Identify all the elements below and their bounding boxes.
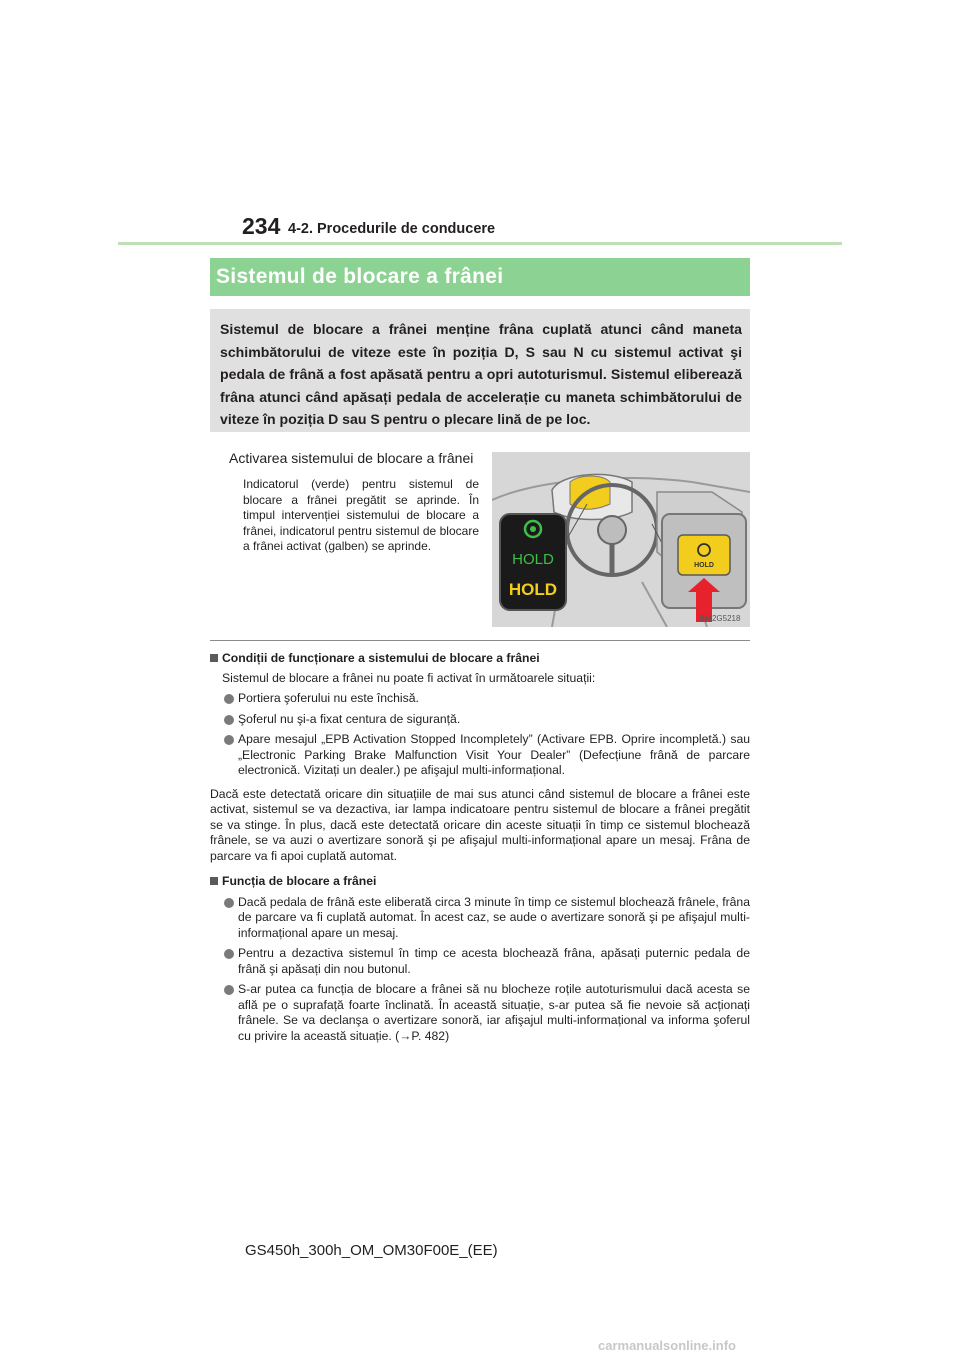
section-divider xyxy=(210,640,750,641)
bullet-dot-icon xyxy=(224,694,234,704)
watermark: carmanualsonline.info xyxy=(598,1338,736,1353)
list-item xyxy=(224,982,750,1044)
square-bullet-icon xyxy=(210,877,218,885)
dashboard-illustration xyxy=(492,452,750,627)
square-bullet-icon xyxy=(210,654,218,662)
hold-button-label: HOLD xyxy=(694,562,714,569)
header-rule xyxy=(118,242,842,245)
section-name: 4-2. Procedurile de conducere xyxy=(288,221,496,237)
hold-button xyxy=(678,535,730,575)
indicator-label-active: HOLD xyxy=(508,580,558,599)
main-content xyxy=(210,651,750,1049)
bullet-dot-icon xyxy=(224,735,234,745)
indicator-label-standby: HOLD xyxy=(512,551,554,568)
bullet-dot-icon xyxy=(224,949,234,959)
list-item-text: Şoferul nu şi-a fixat centura de siguranță. xyxy=(238,711,461,726)
conditions-lead: Sistemul de blocare a frânei nu poate fi activat în următoarele situații: xyxy=(222,670,596,685)
brake-hold-standby-icon-center xyxy=(530,526,536,532)
page-title: Sistemul de blocare a frânei xyxy=(210,258,750,296)
list-item-text: Dacă pedala de frână este eliberată circa 3 minute în timp ce sistemul blochează frânele, frâna de parcare va fi cuplată automat. În acest caz, se aude o avertizare sonoră şi pe afişajul multi-informațional apare un mesaj. xyxy=(238,894,750,940)
intro-text: Sistemul de blocare a frânei menține frâna cuplată atunci când maneta schimbătorului de viteze este în poziția D, S sau N cu sistemul activat şi pedala de frână a fost apăsată pentru a opri autoturismul. Sistemul eliberează frâna atunci când apăsați pedala de accelerație cu maneta schimbătorului de viteze în poziția D sau S pentru o plecare lină de pe loc. xyxy=(220,321,742,427)
activation-body: Indicatorul (verde) pentru sistemul de blocare a frânei pregătit se aprinde. În timpul intervenției sistemului de blocare a frânei, indicatorul pentru sistemul de blocare a frânei activat (galben) se aprinde. xyxy=(243,477,479,553)
list-item-text: S-ar putea ca funcția de blocare a frânei să nu blocheze roțile autoturismului dacă acesta se află pe o suprafață foarte înclinată. În această situație, s-ar putea să fie nevoie să acționați frânele. Se va declanşa o avertizare sonoră, iar afişajul multi-informațional va informa şoferul cu privire la această situație. (→P. 482) xyxy=(238,982,750,1043)
list-item xyxy=(224,712,750,728)
list-item xyxy=(224,691,750,707)
list-item-text: Apare mesajul „EPB Activation Stopped Incompletely” (Activare EPB. Oprire incompletă.) sau „Electronic Parking Brake Malfunction Visit Your Dealer” (Defecțiune frână de parcare electronică. Vizitați un dealer.) pe afişajul multi-informațional. xyxy=(238,732,750,777)
list-item-text: Pentru a dezactiva sistemul în timp ce acesta blochează frâna, apăsați puternic pedala de frână şi apăsați din nou butonul. xyxy=(238,946,750,976)
bullet-dot-icon xyxy=(224,715,234,725)
list-item-text: Portiera şoferului nu este închisă. xyxy=(238,691,419,705)
list-item xyxy=(224,895,750,942)
page-number: 234 xyxy=(242,213,281,239)
list-item xyxy=(224,946,750,977)
bullet-dot-icon xyxy=(224,985,234,995)
conditions-note: Dacă este detectată oricare din situațiile de mai sus atunci când sistemul de blocare a frânei este activat, sistemul se va dezactiva, iar lampa indicatoare pentru sistemul de blocare a frânei pregătit se va stinge. În plus, dacă este detectată oricare din aceste situații în timp ce sistemul blochează frânele, se va auzi o avertizare sonoră şi pe afişajul multi-informațional apare un mesaj. Frâna de parcare va fi apoi cuplată automat. xyxy=(210,786,750,863)
figure-code: IN42G5218 xyxy=(699,614,741,623)
conditions-heading xyxy=(210,651,750,667)
function-heading-text: Funcția de blocare a frânei xyxy=(222,874,377,888)
list-item xyxy=(224,732,750,779)
activation-title: Activarea sistemului de blocare a frânei xyxy=(229,450,474,466)
function-heading xyxy=(210,874,750,890)
intro-box xyxy=(210,309,750,432)
steering-hub xyxy=(598,516,626,544)
footer-doc-code: GS450h_300h_OM_OM30F00E_(EE) xyxy=(245,1242,498,1259)
conditions-heading-text: Condiții de funcționare a sistemului de blocare a frânei xyxy=(222,651,540,665)
bullet-dot-icon xyxy=(224,898,234,908)
